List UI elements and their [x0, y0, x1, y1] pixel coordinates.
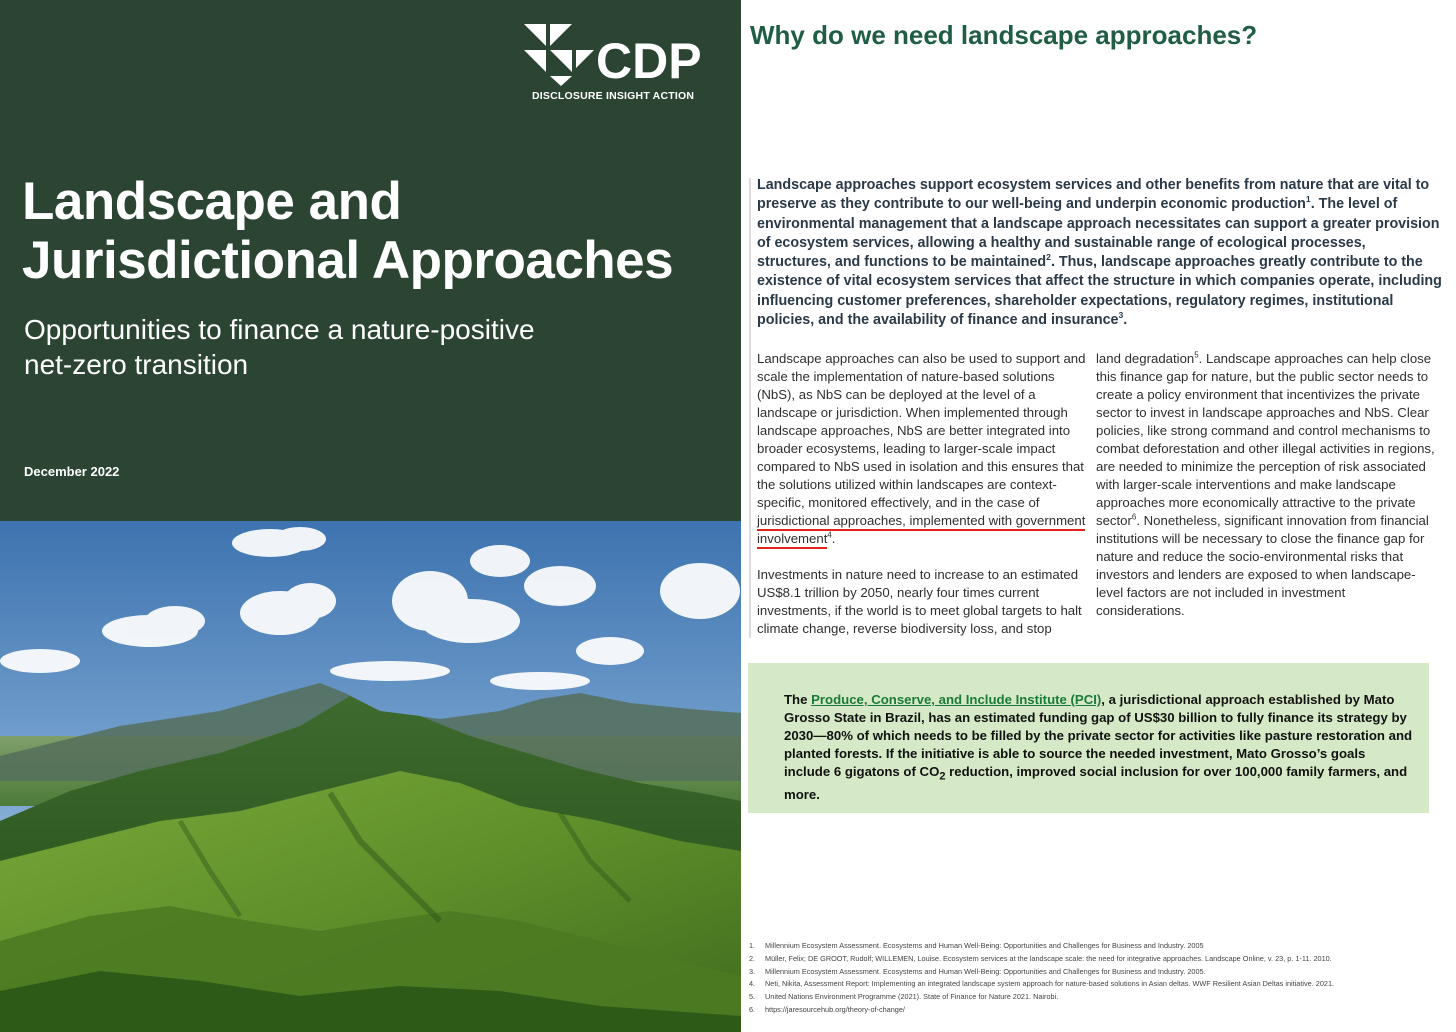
footnote-ref-2[interactable]: 2	[1046, 252, 1051, 263]
footnote-ref-1[interactable]: 1	[1305, 194, 1311, 205]
body-paragraph-investments: Investments in nature need to increase to an estimated US$8.1 trillion by 2050, nearly four times current investments, if the world is to meet global targets to halt climate change, reverse biodiversity loss, and stop	[757, 567, 1082, 636]
footnote-number: 1.	[749, 941, 756, 950]
report-title	[22, 172, 722, 290]
co2-subscript: 2	[939, 770, 946, 783]
footnote-text: Müller, Felix; DE GROOT, Rudolf; WILLEMEN, Louise. Ecosystem services at the landscape scale: the need for integrative approaches. Landscape Online, v. 23, p. 1-11. 2010.	[765, 953, 1332, 963]
report-title-line-2: Jurisdictional Approaches	[22, 231, 674, 290]
footnotes-list	[749, 941, 1449, 1018]
footnote-item	[749, 992, 1449, 1005]
report-title-line-1: Landscape and	[22, 172, 402, 231]
body-paragraph-nbs	[757, 350, 1087, 548]
footnote-number: 3.	[749, 966, 756, 976]
callout-body-end: reduction, improved social inclusion for over 100,000 family farmers, and more.	[784, 764, 1408, 802]
body-paragraph-finance-gap	[1096, 350, 1436, 620]
footnote-number: 6.	[749, 1004, 756, 1014]
report-subtitle-line-2: net-zero transition	[24, 349, 249, 380]
intro-side-rule	[749, 178, 751, 638]
footnote-link[interactable]: https://jaresourcehub.org/theory-of-change/	[765, 1004, 905, 1014]
footnote-ref-6[interactable]: 6	[1131, 512, 1137, 522]
body-text: . Landscape approaches can help close this finance gap for nature, but the public sector needs to create a policy environment that incentivizes the private sector to invest in landscape approaches and NbS. Clear policies, like strong command and control mechanisms to combat deforestation and other illegal activities in regions, are needed to minimize the perception of risk associated with larger-scale interventions and make landscape approaches more economically attractive to the private sector	[1096, 351, 1435, 528]
intro-text-2: . The level of environmental management that a landscape approach necessitates can support a greater provision of ecosystem services, allowing a healthy and sustainable range of ecological processes, structures, and functions to be maintained	[757, 196, 1440, 271]
intro-paragraph	[757, 176, 1443, 330]
footnote-ref-5[interactable]: 5	[1194, 350, 1199, 360]
footnote-ref-4[interactable]: 4	[827, 530, 832, 540]
footnote-ref-3[interactable]: 3	[1118, 310, 1124, 321]
footnote-item	[749, 1005, 1449, 1018]
mountain-landscape-photo	[0, 521, 741, 1032]
cdp-wordmark: CDP	[596, 33, 702, 89]
footnote-number: 5.	[749, 992, 756, 1002]
body-text: land degradation	[1096, 351, 1195, 366]
body-column-left	[757, 350, 1087, 656]
footnote-item	[749, 967, 1449, 980]
callout-prefix: The	[784, 692, 812, 707]
footnote-number: 2.	[749, 953, 756, 963]
intro-text-1: Landscape approaches support ecosystem services and other benefits from nature that are vital to preserve as they contribute to our well-being and underpin economic production	[757, 177, 1430, 213]
content-page	[741, 0, 1456, 1032]
footnote-number: 4.	[749, 979, 756, 989]
report-subtitle	[24, 312, 624, 382]
body-text: Landscape approaches can also be used to support and scale the implementation of nature-based solutions (NbS), as NbS can be deployed at the level of a landscape or jurisdiction. When implemented through landscape approaches, NbS are better integrated into broader ecosystems, leading to larger-scale impact compared to NbS used in isolation and this ensures that the solutions utilized within landscapes are context-specific, monitored effectively, and in the case of	[757, 351, 1086, 510]
pci-callout-box	[748, 663, 1429, 813]
footnote-item	[749, 954, 1449, 967]
report-subtitle-line-1: Opportunities to finance a nature-positive	[24, 314, 535, 345]
footnote-text: Neti, Nikita, Assessment Report: Implementing an integrated landscape system approach for nature-based solutions in Asian deltas. WWF Resilient Asian Deltas initiative. 2021.	[765, 979, 1335, 989]
landscape-illustration	[0, 521, 741, 1032]
pci-link[interactable]: Produce, Conserve, and Include Institute (PCI)	[811, 692, 1102, 707]
cdp-tagline: DISCLOSURE INSIGHT ACTION	[532, 90, 695, 102]
cover-header-panel	[0, 0, 741, 521]
report-date: December 2022	[24, 464, 120, 479]
footnote-text: Millennium Ecosystem Assessment. Ecosystems and Human Well-Being: Opportunities and Challenges for Business and Industry. 2005	[765, 941, 1204, 950]
intro-text-3: . Thus, landscape approaches greatly contribute to the existence of vital ecosystem services that affect the structure in which companies operate, including influencing customer preferences, shareholder expectations, regulatory regimes, institutional policies, and the availability of finance and insurance	[757, 254, 1442, 329]
page-heading: Why do we need landscape approaches?	[750, 20, 1258, 50]
footnote-text: Millennium Ecosystem Assessment. Ecosystems and Human Well-Being: Opportunities and Challenges for Business and Industry. 2005.	[765, 966, 1206, 976]
cdp-logo	[520, 22, 710, 104]
highlighted-phrase: jurisdictional approaches, implemented with government involvement	[757, 513, 1085, 549]
callout-text	[784, 691, 1414, 804]
body-text: .	[831, 531, 836, 546]
footnote-item	[749, 941, 1449, 954]
body-text: . Nonetheless, significant innovation from financial institutions will be necessary to close the finance gap for nature and reduce the socio-environmental risks that investors and lenders are exposed to when landscape-level factors are not included in investment considerations.	[1096, 513, 1429, 618]
footnote-text: United Nations Environment Programme (2021). State of Finance for Nature 2021. Nairobi.	[765, 992, 1059, 1002]
footnote-item	[749, 979, 1449, 992]
intro-text-4: .	[1123, 312, 1128, 329]
callout-body: , a jurisdictional approach established by Mato Grosso State in Brazil, has an estimated funding gap of US$30 billion to fully finance its strategy by 2030—80% of which needs to be filled by the private sector for activities like pasture restoration and planted forests. If the initiative is able to source the needed investment, Mato Grosso’s goals include 6 gigatons of CO	[784, 692, 1413, 779]
body-column-right	[1096, 350, 1436, 638]
cdp-logo-mark-icon	[520, 22, 596, 86]
